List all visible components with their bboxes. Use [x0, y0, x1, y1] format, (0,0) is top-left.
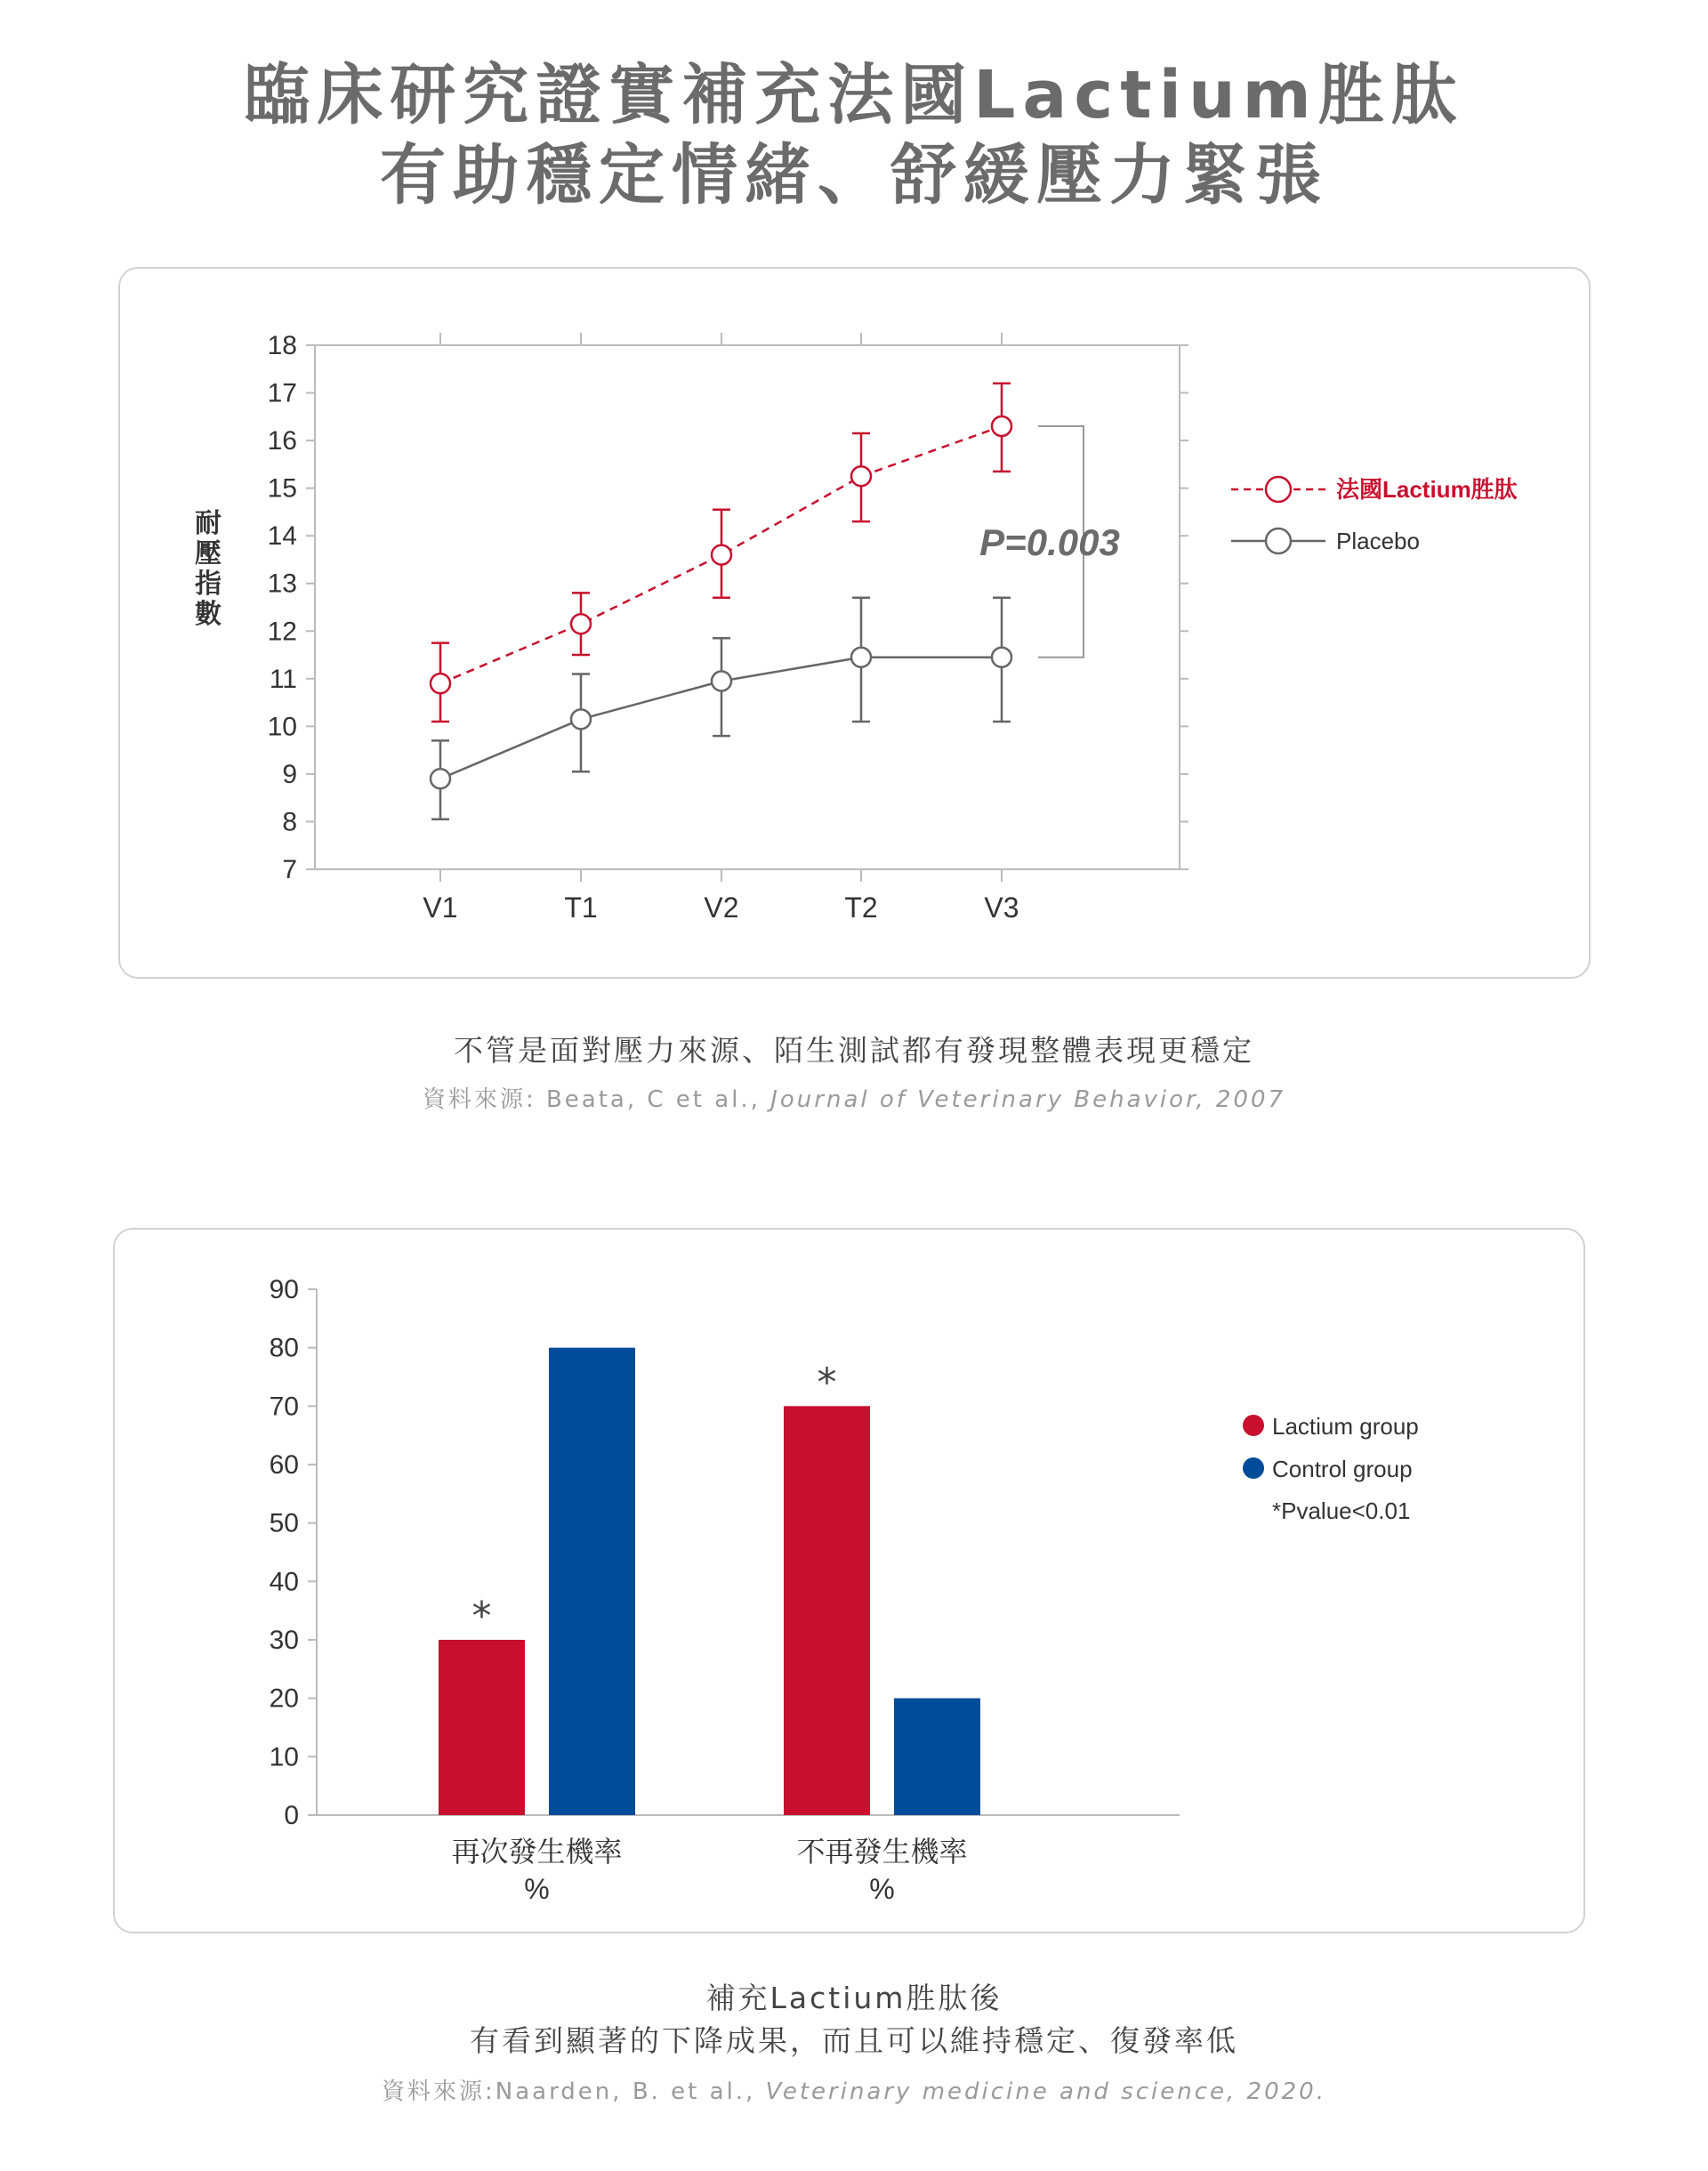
y-tick-label: 80: [269, 1333, 299, 1363]
y-tick-label: 16: [267, 426, 297, 456]
page-title-line2: 有助穩定情緒、舒緩壓力緊張: [380, 137, 1328, 214]
y-tick-label: 11: [269, 664, 297, 694]
x-tick-label: V1: [423, 892, 458, 924]
legend-dot: [1243, 1415, 1264, 1436]
caption2-source: [0, 2073, 1708, 2106]
y-tick-label: 8: [282, 807, 297, 837]
legend-label: Control group: [1272, 1456, 1413, 1482]
y-tick-label: 18: [267, 331, 297, 360]
caption1-text: 不管是面對壓力來源、陌生測試都有發現整體表現更穩定: [454, 1033, 1254, 1068]
significance-star: *: [817, 1360, 837, 1406]
legend-label: Placebo: [1336, 528, 1420, 554]
line-chart-ylabel: 耐壓指數: [195, 508, 222, 630]
x-tick-label: V2: [704, 892, 739, 924]
pvalue-note: *Pvalue<0.01: [1272, 1497, 1411, 1524]
x-category-unit: %: [869, 1873, 895, 1905]
bar-0-0: [439, 1640, 525, 1815]
x-tick-label: V3: [984, 892, 1019, 924]
y-tick-label: 10: [267, 712, 297, 742]
legend-dot: [1243, 1457, 1264, 1479]
y-tick-label: 12: [267, 617, 297, 647]
x-category-label: 不再發生機率: [796, 1836, 968, 1868]
bar-1-1: [894, 1699, 980, 1815]
p-value-annotation: P=0.003: [979, 521, 1120, 563]
y-tick-label: 15: [267, 473, 297, 504]
x-category-unit: %: [524, 1873, 550, 1905]
y-tick-label: 20: [269, 1683, 299, 1714]
y-tick-label: 60: [269, 1450, 299, 1480]
y-tick-label: 70: [269, 1392, 299, 1422]
y-tick-label: 14: [267, 521, 297, 552]
caption2-source-journal: Veterinary medicine and science, 2020.: [765, 2078, 1326, 2105]
y-tick-label: 13: [267, 569, 297, 599]
y-tick-label: 0: [284, 1801, 299, 1830]
caption2-line1: 補充Lactium胜肽後: [705, 1981, 1003, 2015]
caption1-source-journal: Journal of Veterinary Behavior, 2007: [770, 1086, 1286, 1113]
y-tick-label: 30: [269, 1626, 299, 1655]
y-tick-label: 7: [282, 855, 297, 884]
legend-label: Lactium group: [1272, 1413, 1419, 1440]
page-title-line1: 臨床研究證實補充法國Lactium胜肽: [244, 57, 1464, 133]
significance-star: *: [471, 1594, 492, 1639]
y-tick-label: 50: [269, 1508, 299, 1538]
bar-1-0: [549, 1348, 635, 1815]
x-category-label: 再次發生機率: [451, 1836, 623, 1868]
bar-0-1: [784, 1406, 870, 1815]
y-tick-label: 17: [267, 378, 297, 408]
caption1-source-prefix: 資料來源: Beata, C et al.,: [422, 1086, 771, 1113]
y-tick-label: 40: [269, 1567, 299, 1597]
caption2-source-prefix: 資料來源:Naarden, B. et al.,: [382, 2078, 766, 2105]
y-tick-label: 90: [269, 1275, 299, 1304]
legend-label: 法國Lactium胜肽: [1336, 476, 1518, 503]
x-tick-label: T1: [564, 892, 598, 924]
x-tick-label: T2: [844, 892, 878, 924]
caption2-line2: 有看到顯著的下降成果，而且可以維持穩定、復發率低: [470, 2023, 1238, 2058]
y-tick-label: 9: [282, 759, 297, 789]
y-tick-label: 10: [269, 1742, 299, 1772]
